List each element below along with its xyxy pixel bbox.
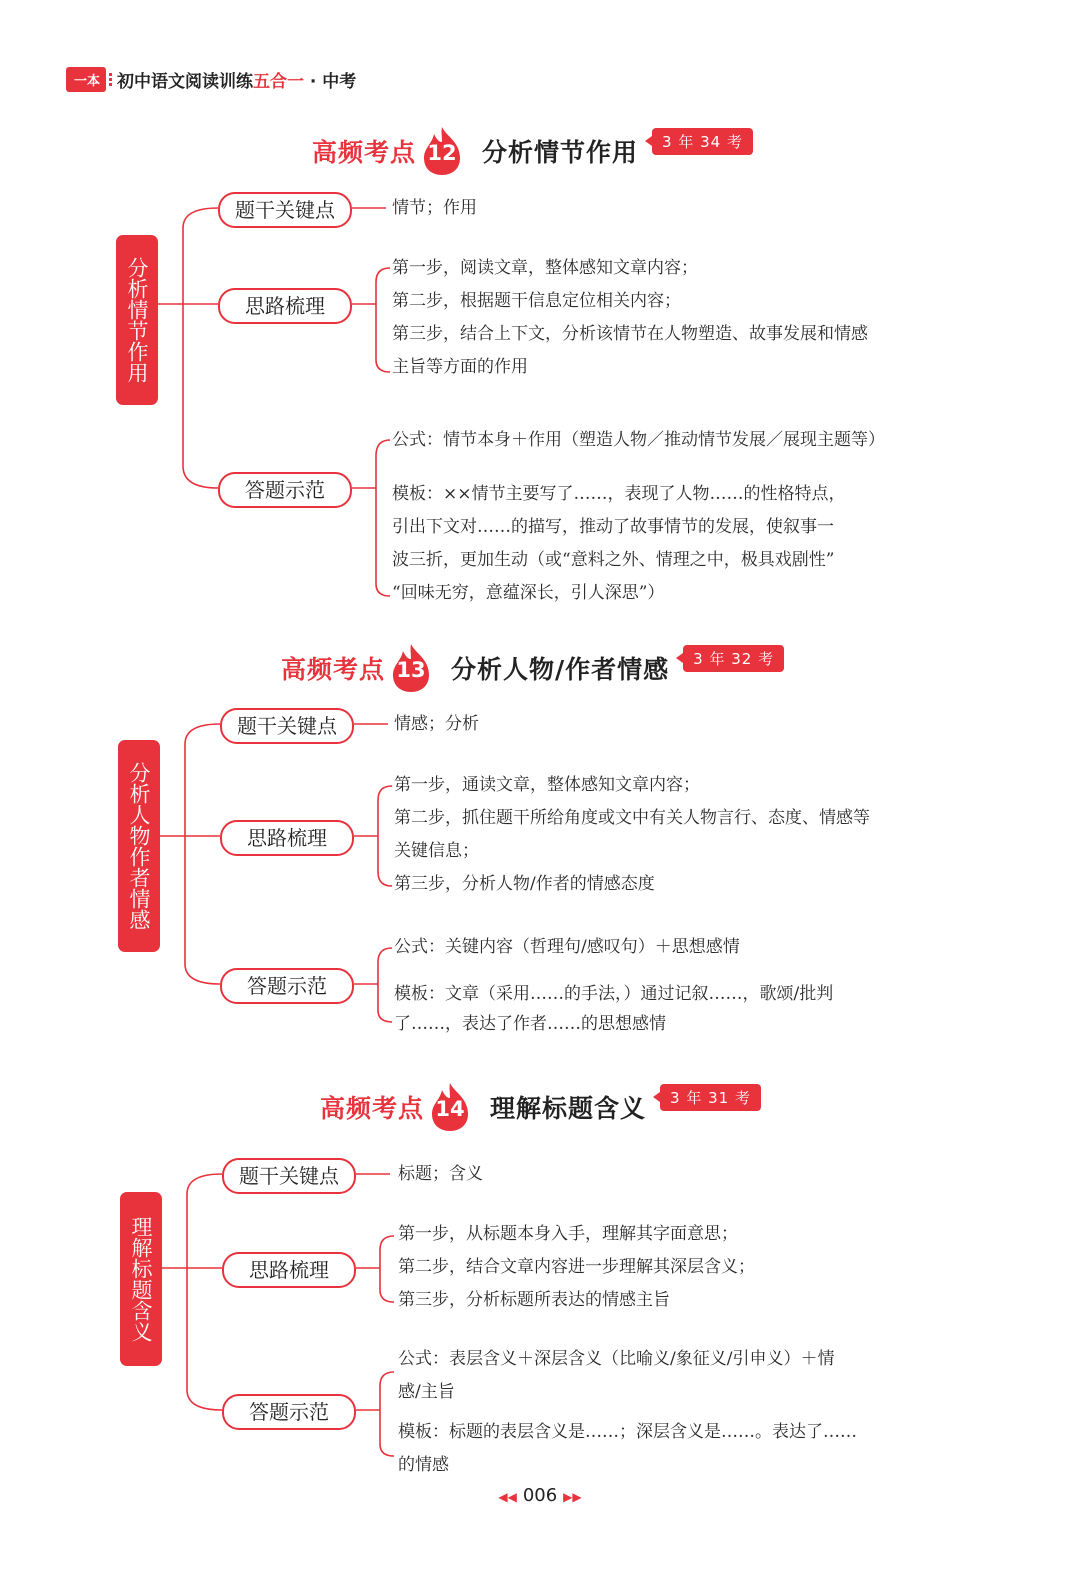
formula-line: 感/主旨 xyxy=(398,1382,455,1402)
template-text xyxy=(398,1416,958,1482)
vertical-label-text: 分析情节作用 xyxy=(125,257,149,383)
book-title-tail: · 中考 xyxy=(304,71,357,92)
keypoint-text: 情节；作用 xyxy=(392,198,477,218)
answer-pill: 答题示范 xyxy=(220,968,354,1004)
template-line: 了……，表达了作者……的思想感情 xyxy=(394,1014,666,1034)
book-title-red: 五合一 xyxy=(253,71,305,92)
step-line: 第二步，抓住题干所给角度或文中有关人物言行、态度、情感等 xyxy=(394,808,870,828)
book-title-main: 初中语文阅读训练 xyxy=(117,71,254,92)
page-number-text: 006 xyxy=(522,1485,558,1506)
step-line: 第一步，从标题本身入手，理解其字面意思； xyxy=(398,1224,738,1244)
formula-text: 公式：关键内容（哲理句/感叹句）＋思想感情 xyxy=(394,937,740,957)
kaodian-label: 高频考点 xyxy=(312,138,417,167)
template-line: “回味无穷，意蕴深长，引人深思”） xyxy=(392,583,665,603)
kaodian-label: 高频考点 xyxy=(320,1094,425,1123)
kaodian-label: 高频考点 xyxy=(281,655,386,684)
steps-pill: 思路梳理 xyxy=(218,288,352,324)
step-line: 第三步，结合上下文，分析该情节在人物塑造、故事发展和情感 xyxy=(392,324,868,344)
keypoint-text: 标题；含义 xyxy=(398,1164,483,1184)
step-line: 第二步，根据题干信息定位相关内容； xyxy=(392,291,681,311)
step-line: 主旨等方面的作用 xyxy=(392,357,528,377)
template-line: 模板：标题的表层含义是……；深层含义是……。表达了…… xyxy=(398,1422,857,1442)
template-line: 引出下文对……的描写，推动了故事情节的发展，使叙事一 xyxy=(392,517,834,537)
template-line: 模板：文章（采用……的手法，）通过记叙……，歌颂/批判 xyxy=(394,984,834,1004)
page-number xyxy=(0,1485,1080,1506)
step-line: 关键信息； xyxy=(394,841,479,861)
steps-text xyxy=(398,1218,958,1317)
steps-pill: 思路梳理 xyxy=(220,820,354,856)
topic-vertical-label xyxy=(120,1192,162,1366)
left-arrows-icon: ◀◀ xyxy=(498,1490,517,1504)
formula-line: 公式：表层含义＋深层含义（比喻义/象征义/引申义）＋情 xyxy=(398,1349,835,1369)
frequency-tag: 3 年 34 考 xyxy=(652,128,753,155)
frequency-tag: 3 年 32 考 xyxy=(683,645,784,672)
right-arrows-icon: ▶▶ xyxy=(563,1490,582,1504)
vertical-label-text: 理解标题含义 xyxy=(129,1216,153,1342)
step-line: 第一步，阅读文章，整体感知文章内容； xyxy=(392,258,698,278)
topic-number: 12 xyxy=(427,141,457,165)
keypoint-pill: 题干关键点 xyxy=(220,708,354,744)
topic-title: 分析人物/作者情感 xyxy=(451,655,670,684)
vertical-label-text: 分析人物作者情感 xyxy=(127,762,151,930)
step-line: 第二步，结合文章内容进一步理解其深层含义； xyxy=(398,1257,755,1277)
brand-badge: 一本 xyxy=(66,67,106,92)
steps-pill: 思路梳理 xyxy=(222,1252,356,1288)
step-line: 第三步，分析标题所表达的情感主旨 xyxy=(398,1290,670,1310)
topic-number: 14 xyxy=(435,1097,465,1121)
topic-title: 分析情节作用 xyxy=(482,138,639,167)
formula-text: 公式：情节本身＋作用（塑造人物／推动情节发展／展现主题等） xyxy=(392,430,885,450)
step-line: 第一步，通读文章，整体感知文章内容； xyxy=(394,775,700,795)
keypoint-pill: 题干关键点 xyxy=(222,1158,356,1194)
template-line: 波三折，更加生动（或“意料之外、情理之中，极具戏剧性” xyxy=(392,550,835,570)
answer-pill: 答题示范 xyxy=(222,1394,356,1430)
formula-text xyxy=(398,1343,958,1409)
template-line: 模板：××情节主要写了……，表现了人物……的性格特点， xyxy=(392,484,846,504)
answer-pill: 答题示范 xyxy=(218,472,352,508)
step-line: 第三步，分析人物/作者的情感态度 xyxy=(394,874,655,894)
topic-number: 13 xyxy=(396,658,426,682)
keypoint-text: 情感；分析 xyxy=(394,714,479,734)
template-line: 的情感 xyxy=(398,1455,449,1475)
keypoint-pill: 题干关键点 xyxy=(218,192,352,228)
frequency-tag: 3 年 31 考 xyxy=(660,1084,761,1111)
topic-title: 理解标题含义 xyxy=(490,1094,647,1123)
